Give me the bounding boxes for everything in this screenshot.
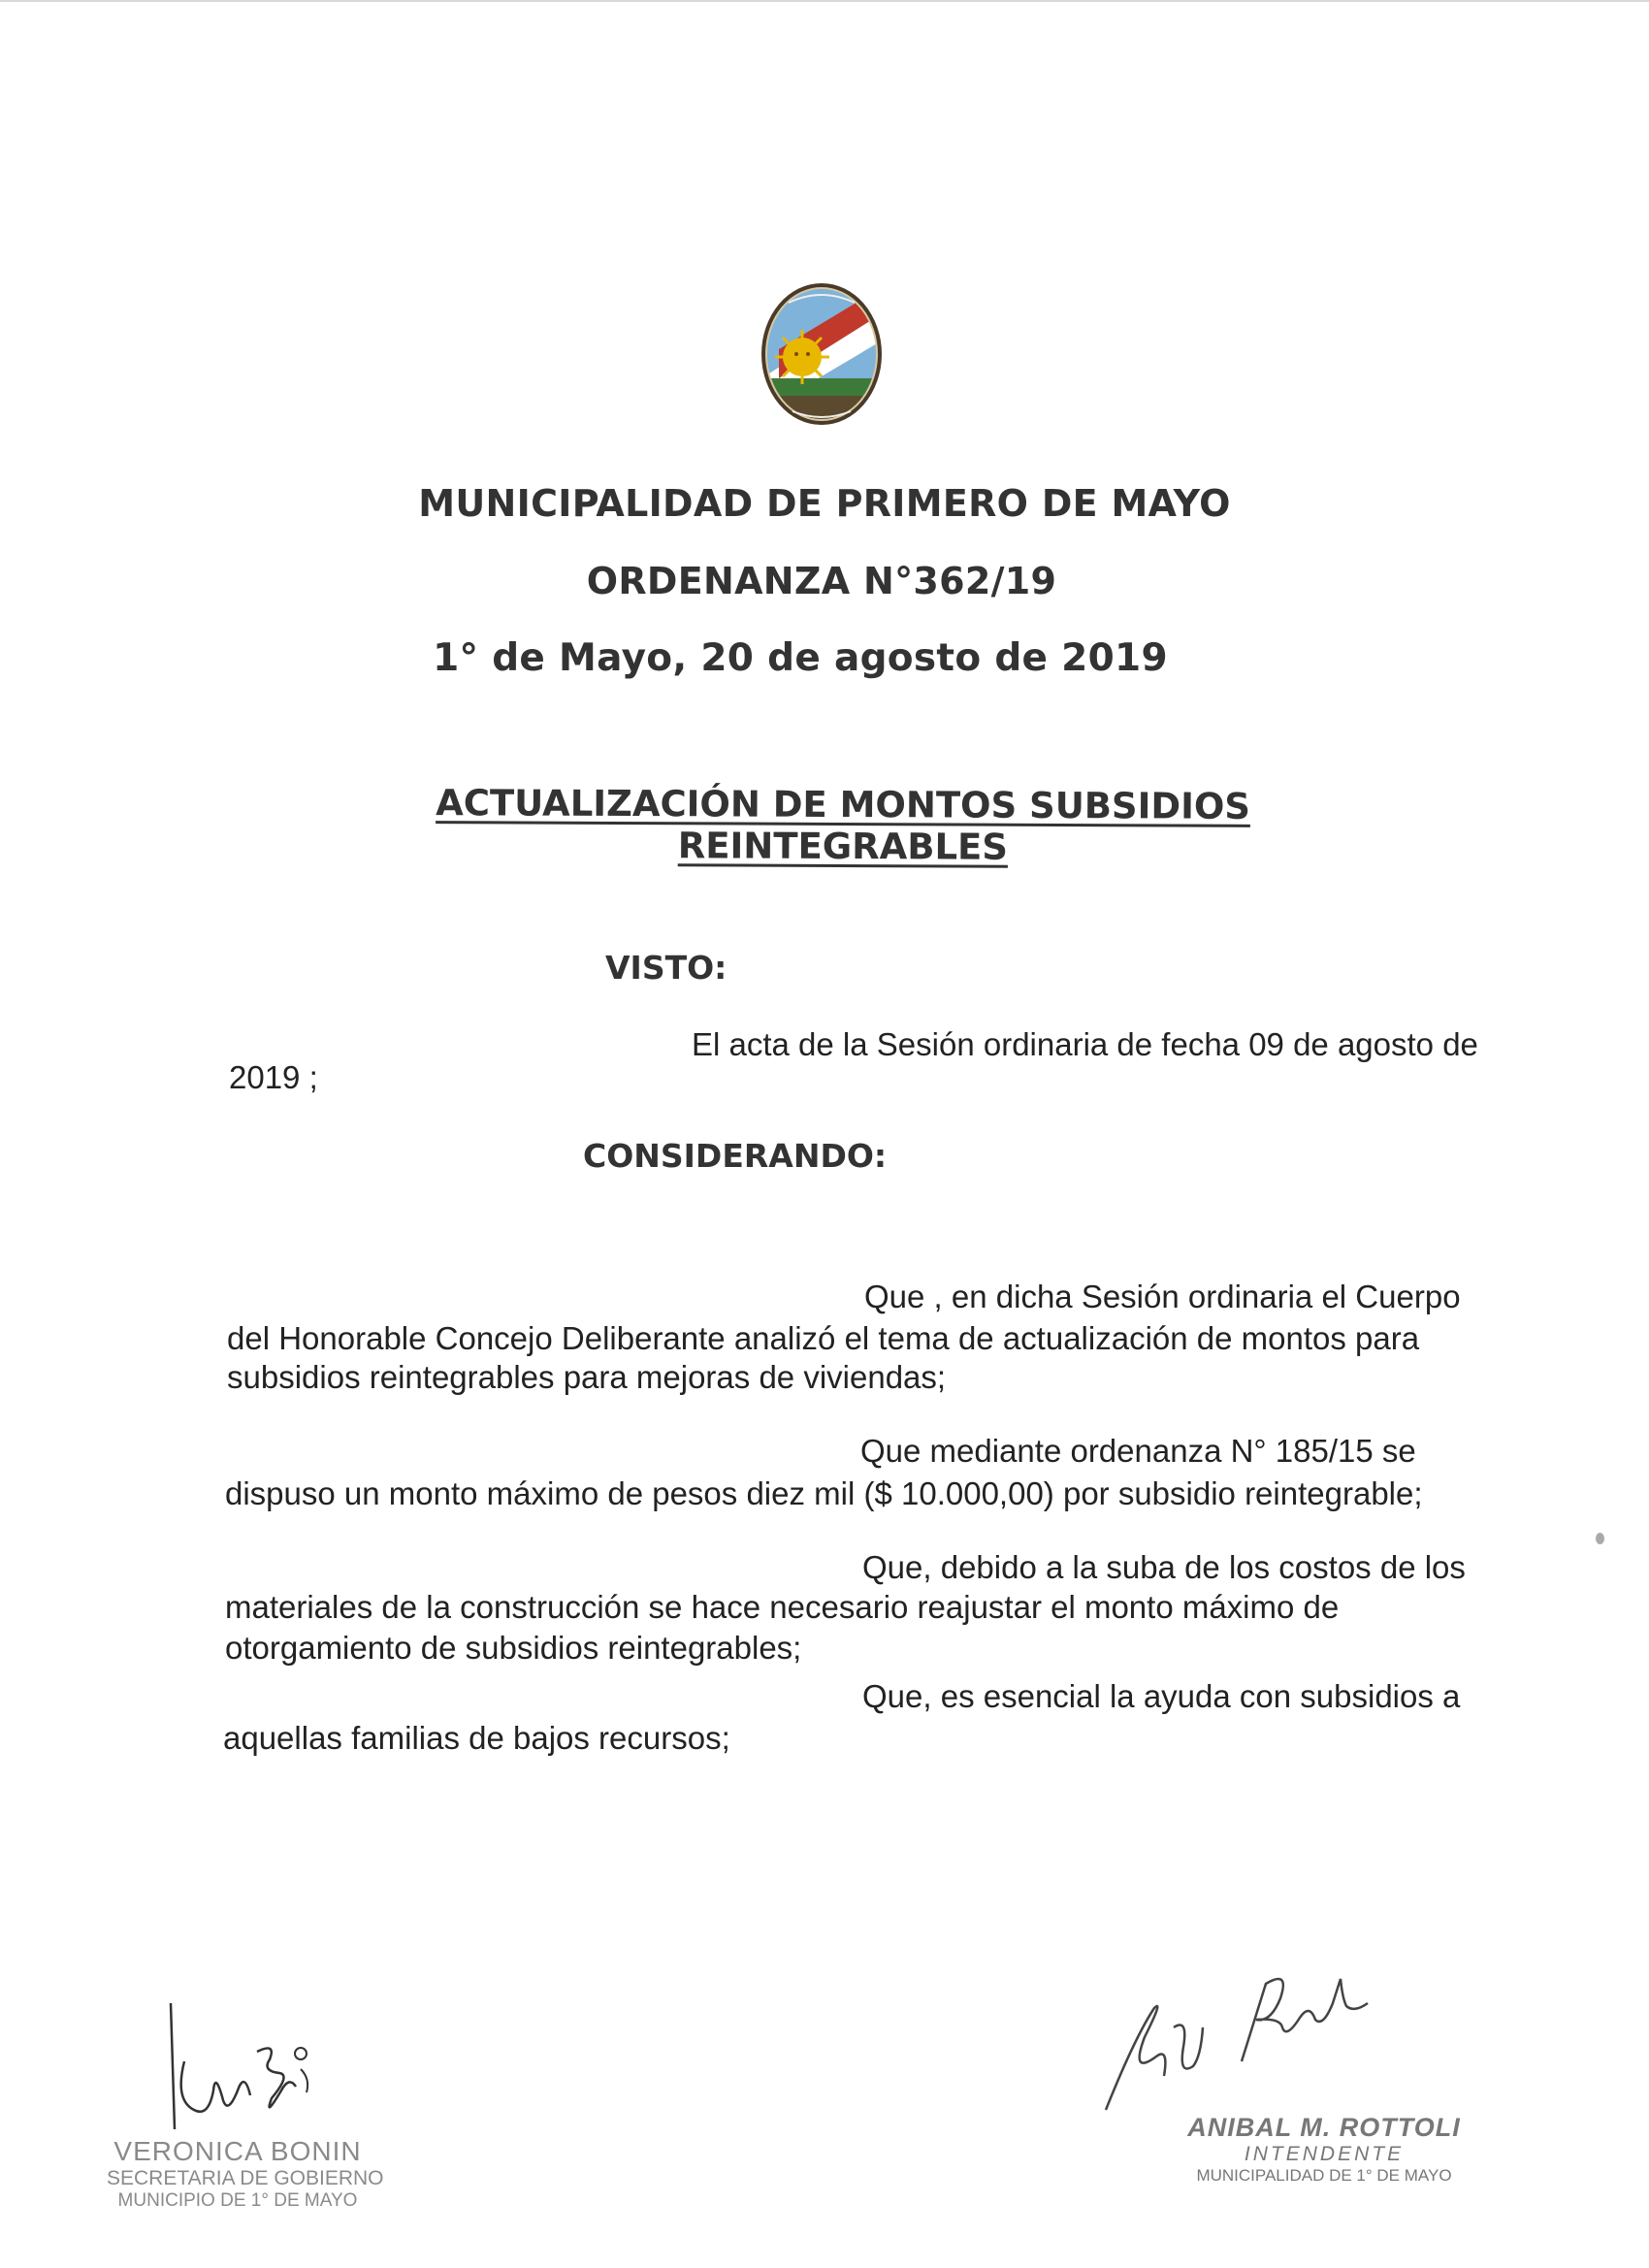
considerando-label: CONSIDERANDO: bbox=[583, 1137, 888, 1175]
paragraph-line: otorgamiento de subsidios reintegrables; bbox=[225, 1630, 802, 1666]
paragraph-line: dispuso un monto máximo de pesos diez mil ($ 10.000,00) por subsidio reintegrable; bbox=[225, 1475, 1423, 1511]
signatory-org-left: MUNICIPIO DE 1° DE MAYO bbox=[117, 2190, 358, 2211]
paragraph-line: aquellas familias de bajos recursos; bbox=[223, 1720, 730, 1756]
signatory-role-right: INTENDENTE bbox=[1244, 2143, 1405, 2165]
municipality-heading: MUNICIPALIDAD DE PRIMERO DE MAYO bbox=[418, 482, 1231, 525]
visto-line: 2019 ; bbox=[229, 1059, 318, 1095]
paragraph-line: Que , en dicha Sesión ordinaria el Cuerpo bbox=[864, 1279, 1461, 1314]
paragraph-line: Que, debido a la suba de los costos de los bbox=[862, 1549, 1466, 1585]
paragraph-line: materiales de la construcción se hace necesario reajustar el monto máximo de bbox=[225, 1589, 1340, 1625]
paragraph-line: del Honorable Concejo Deliberante analizó el tema de actualización de montos para bbox=[227, 1320, 1420, 1356]
signatory-role-left: SECRETARIA DE GOBIERNO bbox=[107, 2167, 384, 2189]
signatory-name-right: ANIBAL M. ROTTOLI bbox=[1187, 2113, 1461, 2142]
paragraph-line: subsidios reintegrables para mejoras de viviendas; bbox=[227, 1359, 947, 1395]
signature-left bbox=[155, 1993, 359, 2139]
visto-line: El acta de la Sesión ordinaria de fecha 09 de agosto de bbox=[692, 1026, 1478, 1062]
scan-speck bbox=[1596, 1533, 1604, 1544]
ordinance-number: ORDENANZA N°362/19 bbox=[586, 560, 1057, 602]
visto-label: VISTO: bbox=[605, 949, 728, 987]
paragraph-line: Que mediante ordenanza N° 185/15 se bbox=[860, 1433, 1416, 1469]
paragraph-line: Que, es esencial la ayuda con subsidios a bbox=[862, 1678, 1461, 1714]
municipal-seal-icon bbox=[760, 281, 884, 427]
signature-right bbox=[1096, 1960, 1387, 2124]
document-title: ACTUALIZACIÓN DE MONTOS SUBSIDIOS REINTEGRABLES bbox=[436, 782, 1251, 868]
signatory-name-left: VERONICA BONIN bbox=[113, 2136, 362, 2166]
ordinance-date: 1° de Mayo, 20 de agosto de 2019 bbox=[433, 636, 1168, 680]
signatory-org-right: MUNICIPALIDAD DE 1° DE MAYO bbox=[1196, 2166, 1452, 2185]
